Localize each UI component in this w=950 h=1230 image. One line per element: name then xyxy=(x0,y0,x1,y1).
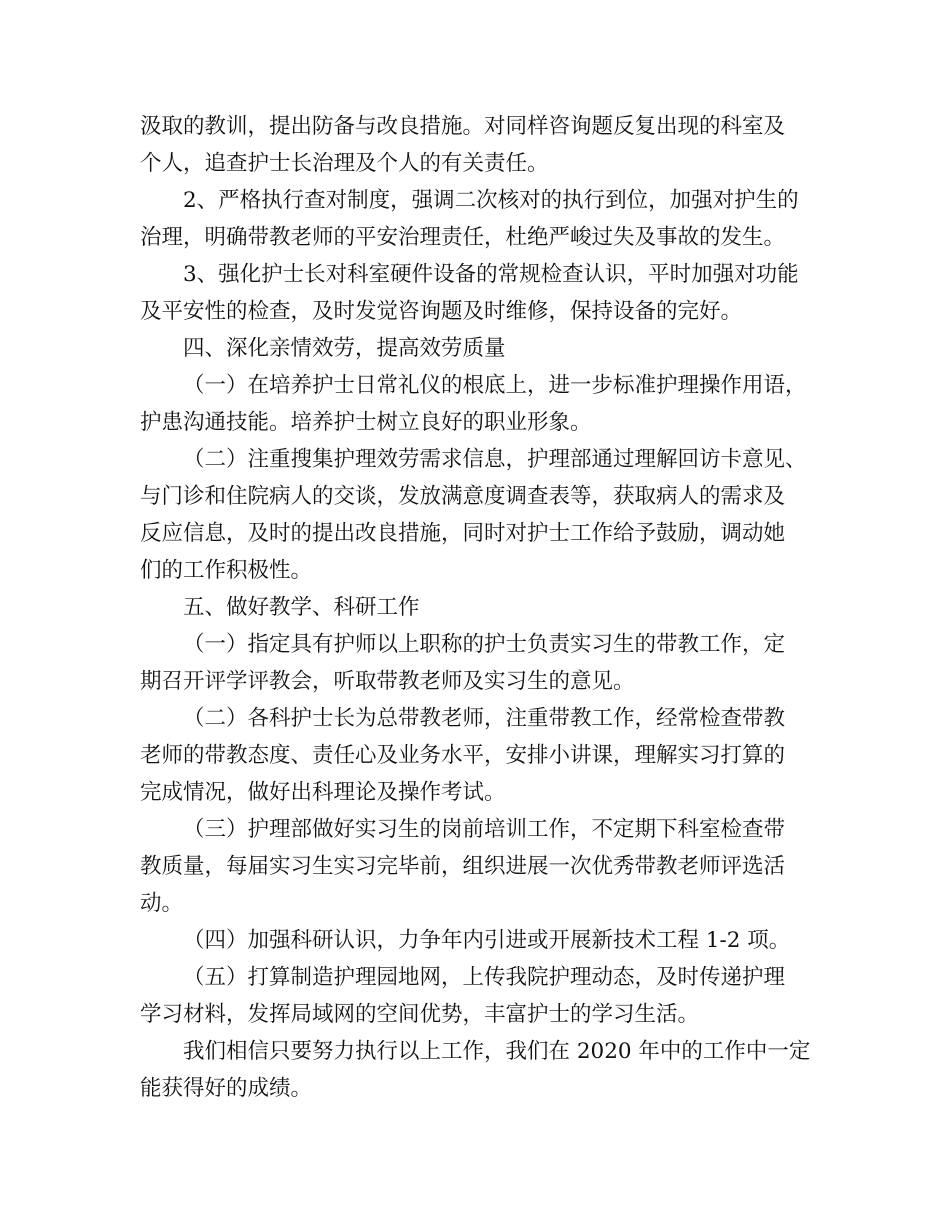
text-line: 汲取的教训，提出防备与改良措施。对同样咨询题反复出现的科室及 xyxy=(140,114,786,139)
text-line: （五）打算制造护理园地网，上传我院护理动态，及时传递护理 xyxy=(183,965,786,990)
text-line: 与门诊和住院病人的交谈，发放满意度调查表等，获取病人的需求及 xyxy=(140,484,786,509)
text-line: 老师的带教态度、责任心及业务水平，安排小讲课，理解实习打算的 xyxy=(140,743,786,768)
text-line: （四）加强科研认识，力争年内引进或开展新技术工程 1-2 项。 xyxy=(183,928,791,953)
text-line: 期召开评学评教会，听取带教老师及实习生的意见。 xyxy=(140,669,635,694)
section-heading: 五、做好教学、科研工作 xyxy=(183,595,420,620)
text-line: （二）注重搜集护理效劳需求信息，护理部通过理解回访卡意见、 xyxy=(183,447,807,472)
document-body xyxy=(140,108,830,1107)
text-line: 学习材料，发挥局域网的空间优势，丰富护士的学习生活。 xyxy=(140,1002,700,1027)
text-line: （一）指定具有护师以上职称的护士负责实习生的带教工作，定 xyxy=(183,632,786,657)
text-line: 反应信息，及时的提出改良措施，同时对护士工作给予鼓励，调动她 xyxy=(140,521,786,546)
section-heading: 四、深化亲情效劳，提高效劳质量 xyxy=(183,336,506,361)
text-line: 治理，明确带教老师的平安治理责任，杜绝严峻过失及事故的发生。 xyxy=(140,225,786,250)
text-line: 个人，追查护士长治理及个人的有关责任。 xyxy=(140,151,549,176)
text-line: 们的工作积极性。 xyxy=(140,558,313,583)
text-line: 动。 xyxy=(140,891,184,916)
text-line: 教质量，每届实习生实习完毕前，组织进展一次优秀带教老师评选活 xyxy=(140,854,786,879)
text-line: 完成情况，做好出科理论及操作考试。 xyxy=(140,780,506,805)
text-line: 3、强化护士长对科室硬件设备的常规检查认识，平时加强对功能 xyxy=(183,262,799,287)
text-line: 及平安性的检查，及时发觉咨询题及时维修，保持设备的完好。 xyxy=(140,299,743,324)
text-line: （二）各科护士长为总带教老师，注重带教工作，经常检查带教 xyxy=(183,706,786,731)
text-line: 护患沟通技能。培养护士树立良好的职业形象。 xyxy=(140,410,592,435)
text-line: 我们相信只要努力执行以上工作，我们在 2020 年中的工作中一定 xyxy=(183,1039,811,1064)
text-line: 2、严格执行查对制度，强调二次核对的执行到位，加强对护生的 xyxy=(183,188,799,213)
text-line: （一）在培养护士日常礼仪的根底上，进一步标准护理操作用语， xyxy=(183,373,807,398)
text-line: 能获得好的成绩。 xyxy=(140,1076,313,1101)
text-line: （三）护理部做好实习生的岗前培训工作，不定期下科室检查带 xyxy=(183,817,786,842)
